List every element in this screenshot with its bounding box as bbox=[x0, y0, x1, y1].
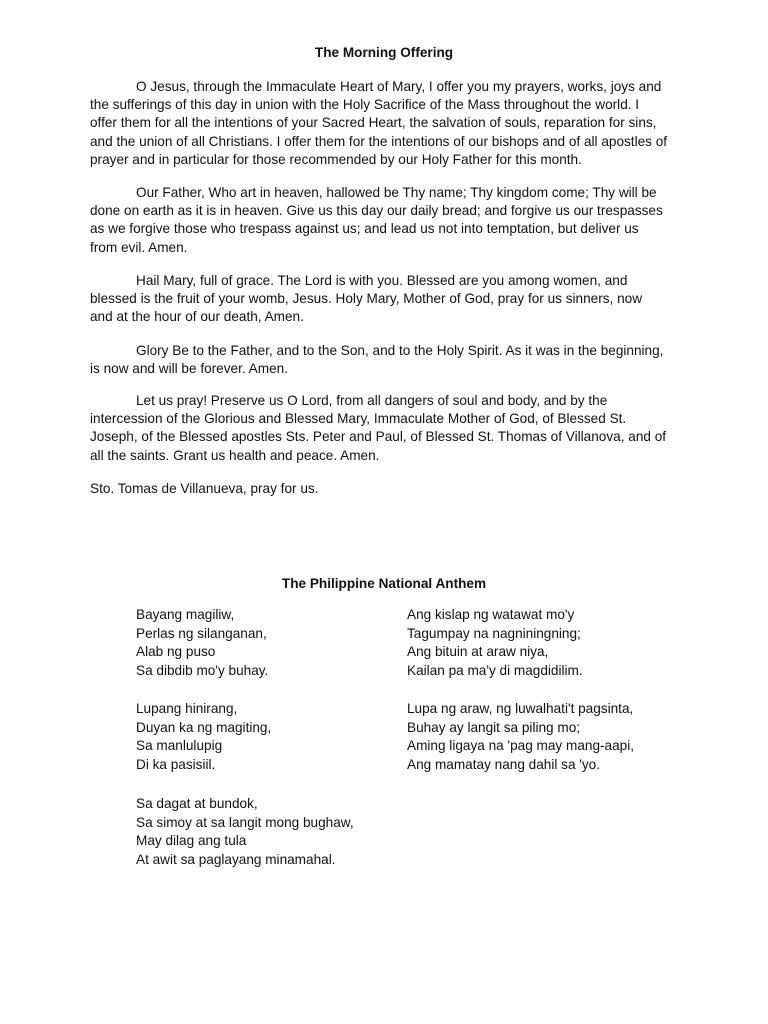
anthem-stanza bbox=[407, 606, 583, 681]
text-line: Joseph, of the Blessed apostles Sts. Peter and Paul, of Blessed St. Thomas of Villanova, and of bbox=[90, 429, 667, 445]
verse-line: Alab ng puso bbox=[136, 644, 216, 660]
verse-line: Sa simoy at sa langit mong bughaw, bbox=[136, 814, 354, 830]
text-line: and at the hour of our death, Amen. bbox=[90, 309, 304, 325]
verse-line: Sa manlulupig bbox=[136, 738, 223, 754]
text-line: Sto. Tomas de Villanueva, pray for us. bbox=[90, 481, 319, 496]
text-line: all the saints. Grant us health and peace. Amen. bbox=[90, 447, 380, 463]
verse-line: Tagumpay na nagniningning; bbox=[407, 625, 581, 641]
text-line: the sufferings of this day in union with the Holy Sacrifice of the Mass throughout the world. I bbox=[90, 97, 640, 113]
verse-line: Duyan ka ng magiting, bbox=[136, 719, 272, 735]
text-line: Our Father, Who art in heaven, hallowed be Thy name; Thy kingdom come; Thy will be bbox=[136, 185, 657, 200]
anthem-stanza bbox=[136, 795, 354, 870]
verse-line: Buhay ay langit sa piling mo; bbox=[407, 719, 581, 735]
verse-line: Sa dagat at bundok, bbox=[136, 796, 258, 811]
text-line: as we forgive those who trespass against us; and lead us not into temptation, but deliver us bbox=[90, 221, 639, 237]
text-line: blessed is the fruit of your womb, Jesus. Holy Mary, Mother of God, pray for us sinners, now bbox=[90, 291, 643, 307]
morning-offering-title: The Morning Offering bbox=[314, 45, 454, 60]
verse-line: Bayang magiliw, bbox=[136, 607, 235, 622]
glory-be-paragraph bbox=[90, 342, 680, 378]
hail-mary-paragraph bbox=[90, 272, 680, 327]
text-line: prayer and in particular for those recommended by our Holy Father for this month. bbox=[90, 151, 582, 167]
text-line: and the union of all Christians. I offer them for the intentions of our bishops and of all apostles of bbox=[90, 133, 668, 149]
verse-line: Ang bituin at araw niya, bbox=[407, 644, 549, 660]
text-line: O Jesus, through the Immaculate Heart of Mary, I offer you my prayers, works, joys and bbox=[136, 79, 662, 94]
let-us-pray-paragraph bbox=[90, 392, 680, 465]
verse-line: Sa dibdib mo'y buhay. bbox=[136, 663, 269, 679]
verse-line: Lupang hinirang, bbox=[136, 701, 238, 716]
verse-line: Kailan pa ma'y di magdidilim. bbox=[407, 663, 583, 679]
anthem-stanza bbox=[407, 700, 634, 775]
verse-line: Perlas ng silanganan, bbox=[136, 625, 267, 641]
anthem-title: The Philippine National Anthem bbox=[281, 576, 487, 591]
text-line: from evil. Amen. bbox=[90, 239, 188, 255]
anthem-stanza bbox=[136, 606, 268, 681]
verse-line: Lupa ng araw, ng luwalhati't pagsinta, bbox=[407, 701, 634, 716]
text-line: offer them for all the intentions of your Sacred Heart, the salvation of souls, reparation for sins, bbox=[90, 115, 657, 131]
text-line: done on earth as it is in heaven. Give us this day our daily bread; and forgive us our trespasses bbox=[90, 203, 663, 219]
verse-line: Aming ligaya na 'pag may mang-aapi, bbox=[407, 738, 635, 754]
verse-line: Ang mamatay nang dahil sa 'yo. bbox=[407, 757, 601, 773]
closing-line bbox=[90, 480, 680, 498]
text-line: Glory Be to the Father, and to the Son, and to the Holy Spirit. As it was in the beginning, bbox=[136, 343, 664, 358]
verse-line: Ang kislap ng watawat mo'y bbox=[407, 607, 575, 622]
verse-line: Di ka pasisiil. bbox=[136, 757, 216, 773]
verse-line: At awit sa paglayang minamahal. bbox=[136, 852, 336, 868]
text-line: is now and will be forever. Amen. bbox=[90, 361, 288, 377]
our-father-paragraph bbox=[90, 184, 680, 257]
text-line: intercession of the Glorious and Blessed Mary, Immaculate Mother of God, of Blessed St. bbox=[90, 411, 627, 427]
text-line: Hail Mary, full of grace. The Lord is with you. Blessed are you among women, and bbox=[136, 273, 628, 288]
offering-paragraph bbox=[90, 78, 680, 169]
verse-line: May dilag ang tula bbox=[136, 833, 247, 849]
anthem-stanza bbox=[136, 700, 271, 775]
text-line: Let us pray! Preserve us O Lord, from all dangers of soul and body, and by the bbox=[136, 393, 608, 408]
